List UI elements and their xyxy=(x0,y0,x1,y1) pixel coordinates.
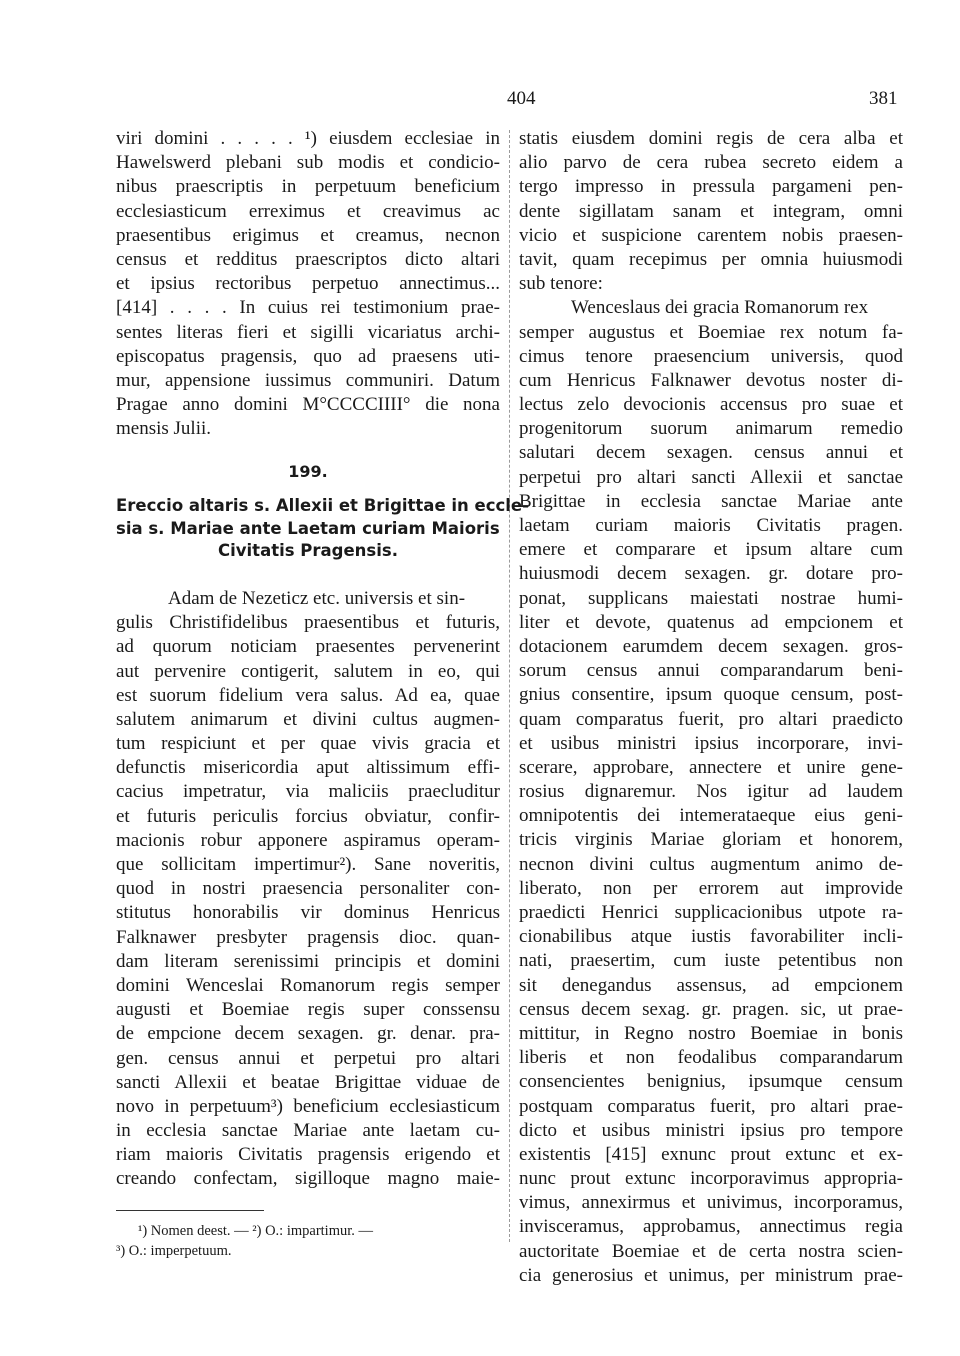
document-number: 199. xyxy=(288,462,328,482)
text-line: cia generosius et unimus, per ministrum prae- xyxy=(519,1264,903,1286)
text-line: salutem animarum et divini cultus augmen- xyxy=(116,708,500,730)
text-line: nibus praescriptis in perpetuum beneficium xyxy=(116,176,500,198)
text-line: et ipsius rectoribus perpetuo annectimus... xyxy=(116,273,500,295)
text-line: laetam curiam maioris Civitatis pragen. xyxy=(519,515,903,536)
intro-paragraph xyxy=(116,127,500,441)
footnote-rule xyxy=(116,1210,264,1211)
text-line: dotacionem earumdem decem sexagen. gros- xyxy=(519,635,903,657)
text-line: dicto et usibus ministri ipsius pro tempore xyxy=(519,1119,903,1141)
text-line: tricis virginis Mariae gloriam et honorem, xyxy=(519,829,903,851)
right-column xyxy=(519,127,903,1288)
text-line: riam maioris Civitatis pragensis erigendo et xyxy=(116,1144,500,1166)
text-line: sancti Allexii et beatae Brigittae viduae de xyxy=(116,1071,500,1093)
text-line: gnius consentire, ipsum quoque censum, post- xyxy=(519,684,903,706)
text-line: defunctis misericordia aput altissimum effi- xyxy=(116,757,500,779)
document-body xyxy=(116,587,500,1192)
text-line: stitutus honorabilis vir dominus Henricus xyxy=(116,902,500,924)
text-line: statis eiusdem domini regis de cera alba et xyxy=(519,128,903,149)
text-line: Wenceslaus dei gracia Romanorum rex xyxy=(571,297,869,319)
text-line: rosius dignaremur. Nos igitur ad laudem xyxy=(519,781,903,803)
text-line: sentes literas fieri et sigilli vicariatus archi- xyxy=(116,321,500,343)
text-line: ecclesiasticum erreximus et creavimus ac xyxy=(116,200,500,222)
text-line: et usibus ministri ipsius incorporare, invi- xyxy=(519,732,903,754)
text-line: sit denegandus assensus, ad empcionem xyxy=(519,974,903,996)
text-line: episcopatus pragensis, quo ad praesens uti- xyxy=(116,345,500,367)
text-line: invisceramus, approbamus, annectimus regia xyxy=(519,1216,903,1238)
text-line: domini Wenceslai Romanorum regis semper xyxy=(116,974,500,996)
text-line: existentis [415] exnunc prout extunc et ex- xyxy=(519,1143,903,1165)
text-line: in ecclesia sanctae Mariae ante laetam cu- xyxy=(116,1120,500,1142)
column-divider xyxy=(509,130,511,1242)
text-line: aut pervenire contigerit, salutem in eo, qui xyxy=(116,660,500,682)
text-line: omnipotentis dei intemerataeque eius geni- xyxy=(519,805,903,827)
text-line: cimus tenore praesencium universis, quod xyxy=(519,345,903,367)
text-line: praedicti Henrici supplicacionibus utpote ra- xyxy=(519,902,903,923)
text-line: ad quorum noticiam praesentes pervenerint xyxy=(116,636,500,658)
text-line: mittitur, in Regno nostro Boemiae in bonis xyxy=(519,1022,903,1044)
text-line: progenitorum suorum animarum remedio xyxy=(519,418,903,440)
text-line: Pragae anno domini M°CCCCIIII° die nona xyxy=(116,394,500,416)
heading-line: sia s. Mariae ante Laetam curiam Maioris xyxy=(116,518,500,538)
text-line: Falknawer presbyter pragensis dioc. quan- xyxy=(116,926,500,948)
text-line: macionis robur apponere aspiramus operam- xyxy=(116,829,500,851)
text-line: nunc prout extunc incorporavimus appropria- xyxy=(519,1168,903,1190)
heading-line: Civitatis Pragensis. xyxy=(218,541,398,561)
text-line: ponat, supplicans maiestati nostrae humi- xyxy=(519,587,903,609)
text-line: tum respiciunt et per quae vivis gracia et xyxy=(116,733,500,755)
text-line: auctoritate Boemiae et de certa nostra scien- xyxy=(519,1240,903,1262)
text-line: semper augustus et Boemiae rex notum fa- xyxy=(519,321,903,343)
text-line: mur, appensione iussimus communiri. Datum xyxy=(116,369,500,391)
text-line: que sollicitam impertimur²). Sane noveritis, xyxy=(116,854,500,875)
text-line: liberato, non per errorem aut improvide xyxy=(519,877,903,899)
text-line: augusti et Boemiae regis super conssensu xyxy=(116,999,500,1021)
text-line: salutari decem sexagen. census annui et xyxy=(519,442,903,464)
text-line: [414] . . . . In cuius rei testimonium prae- xyxy=(116,297,500,319)
document-heading xyxy=(116,495,529,563)
text-line: dam literam serenissimi principis et domini xyxy=(116,950,500,972)
text-line: de empcione decem sexagen. gr. denar. pra- xyxy=(116,1023,500,1045)
text-line: emere et comparare et ipsum altare cum xyxy=(519,539,903,561)
text-line: lectus zelo devocionis accensus pro suae et xyxy=(519,394,903,416)
text-line: quod in nostri praesencia personaliter con- xyxy=(116,878,500,900)
text-line: cum Henricus Falknawer devotus noster di- xyxy=(519,369,903,391)
text-line: census decem sexag. gr. pragen. sic, ut prae- xyxy=(519,998,903,1020)
text-line: sorum census annui comparandarum beni- xyxy=(519,660,903,682)
text-line: scerare, approbare, annectere et unire gene- xyxy=(519,756,903,778)
text-line: Brigittae in ecclesia sanctae Mariae ante xyxy=(519,490,903,512)
text-line: tergo impresso in pressula pargameni pen- xyxy=(519,176,903,198)
text-line: necnon divini cultus augmentum animo de- xyxy=(519,853,903,875)
text-line: huiusmodi decem sexagen. gr. dotare pro- xyxy=(519,563,903,585)
text-line: cionabilibus atque iustis favorabiliter incli- xyxy=(519,926,903,948)
text-line: Adam de Nezeticz etc. universis et sin- xyxy=(168,587,466,609)
footnotes xyxy=(116,1221,500,1261)
text-line: nati, praesertim, cum iuste petentibus non xyxy=(519,950,903,972)
page-number-left: 404 xyxy=(507,88,536,109)
text-line: gen. census annui et perpetui pro altari xyxy=(116,1047,500,1069)
text-line: cacius impetratur, via maliciis praecluditur xyxy=(116,781,500,803)
text-line: vicio et suspicione carentem nobis praesen- xyxy=(519,224,903,246)
text-line: census et redditus praescriptos dicto altari xyxy=(116,248,500,270)
text-line: dente sigillatam sanam et integram, omni xyxy=(519,200,903,222)
heading-line: Ereccio altaris s. Allexii et Brigittae in eccle- xyxy=(116,496,529,516)
text-line: Hawelswerd plebani sub modis et condicio- xyxy=(116,152,500,174)
footnote: ¹) Nomen deest. — ²) O.: impartimur. — xyxy=(138,1222,374,1239)
left-column xyxy=(116,127,529,1261)
text-line: postquam comparatus fuerit, pro altari prae- xyxy=(519,1095,903,1117)
text-line: gulis Christifidelibus praesentibus et futuris, xyxy=(116,612,500,634)
text-line: viri domini . . . . . ¹) eiusdem ecclesiae in xyxy=(116,128,500,149)
text-line: alio parvo de cera rubea secreto eidem a xyxy=(519,152,903,174)
text-line: vimus, annexirmus et univimus, incorporamus, xyxy=(519,1192,903,1214)
text-line: quam comparatus fuerit, pro altari praedicto xyxy=(519,708,903,730)
text-line: perpetui pro altari sancti Allexii et sanctae xyxy=(519,466,903,488)
text-line: sub tenore: xyxy=(519,273,603,295)
text-line: praesentibus erigimus et creamus, necnon xyxy=(116,224,500,246)
text-line: creando confectam, sigilloque magno maie- xyxy=(116,1168,500,1190)
text-line: tavit, quam recepimus per omnia huiusmodi xyxy=(519,248,903,270)
footnote: ³) O.: imperpetuum. xyxy=(116,1242,232,1259)
text-line: novo in perpetuum³) beneficium ecclesiasticum xyxy=(116,1095,500,1117)
text-line: liter et devote, quatenus ad empcionem et xyxy=(519,611,903,633)
text-line: liberis et non feodalibus comparandarum xyxy=(519,1047,903,1069)
text-line: consencientes benignius, ipsumque censum xyxy=(519,1071,903,1093)
text-line: mensis Julii. xyxy=(116,418,212,440)
text-line: est suorum fidelium vera salus. Ad ea, quae xyxy=(116,684,500,706)
page-number-right: 381 xyxy=(869,88,898,109)
text-line: et futuris periculis forcius obviatur, confir- xyxy=(116,805,500,827)
